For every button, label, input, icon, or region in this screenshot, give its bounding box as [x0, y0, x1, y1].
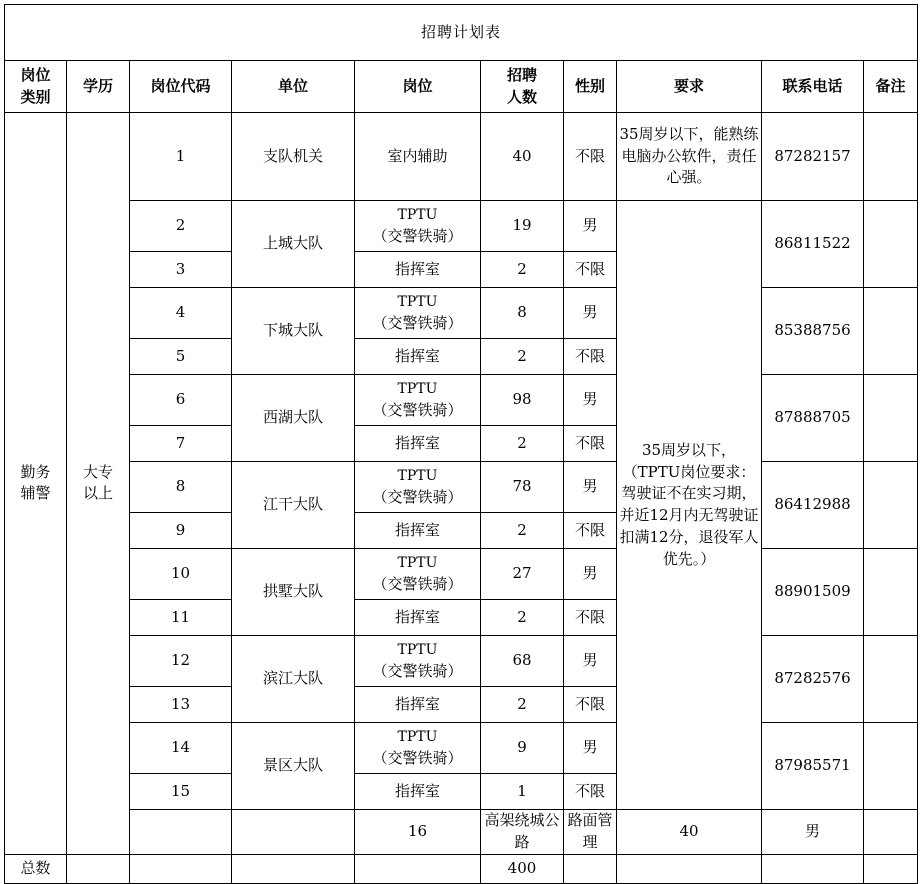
- category-cell-empty: [130, 810, 232, 855]
- post-line2: （交警铁骑）: [372, 401, 463, 419]
- phone-cell: 86811522: [762, 201, 864, 288]
- header-phone: 联系电话: [762, 61, 864, 113]
- post-line2: （交警铁骑）: [372, 662, 463, 680]
- total-row: [5, 854, 918, 883]
- code-cell: 8: [130, 462, 232, 513]
- table-row: [5, 375, 918, 426]
- empty-cell: [355, 854, 481, 883]
- unit-cell: 支队机关: [232, 113, 355, 201]
- gender-cell: 男: [564, 375, 617, 426]
- table-row: [5, 462, 918, 513]
- code-cell: 10: [130, 549, 232, 600]
- count-cell: 40: [617, 810, 762, 855]
- post-line1: TPTU: [397, 729, 438, 746]
- post-line2: （交警铁骑）: [372, 575, 463, 593]
- gender-cell: 不限: [564, 600, 617, 636]
- code-cell: 1: [130, 113, 232, 201]
- count-cell: 2: [481, 687, 564, 723]
- post-line2: （交警铁骑）: [372, 749, 463, 767]
- table-row: [5, 723, 918, 774]
- table-title: 招聘计划表: [5, 5, 918, 61]
- empty-cell: [130, 854, 232, 883]
- count-cell: 2: [481, 426, 564, 462]
- code-cell: 14: [130, 723, 232, 774]
- remarks-cell: [864, 636, 918, 723]
- total-value: 400: [481, 854, 564, 883]
- post-cell: 指挥室: [355, 252, 481, 288]
- post-line2: （交警铁骑）: [372, 488, 463, 506]
- code-cell: 16: [355, 810, 481, 855]
- remarks-cell: [864, 723, 918, 810]
- table-row: [5, 810, 918, 855]
- table-row: [5, 201, 918, 252]
- header-gender: 性别: [564, 61, 617, 113]
- header-post: 岗位: [355, 61, 481, 113]
- remarks-cell: [864, 288, 918, 375]
- count-cell: 27: [481, 549, 564, 600]
- education-cell-empty: [232, 810, 355, 855]
- header-category-text: 岗位类别: [20, 65, 51, 106]
- unit-cell: 西湖大队: [232, 375, 355, 462]
- header-requirements: 要求: [617, 61, 762, 113]
- empty-cell: [232, 854, 355, 883]
- post-cell: 室内辅助: [355, 113, 481, 201]
- header-code: 岗位代码: [130, 61, 232, 113]
- category-text: 勤务辅警: [20, 462, 51, 503]
- code-cell: 5: [130, 339, 232, 375]
- count-cell: 2: [481, 600, 564, 636]
- education-text: 大专以上: [82, 462, 113, 503]
- gender-cell: 男: [564, 549, 617, 600]
- phone-cell: 87888705: [762, 375, 864, 462]
- post-line2: （交警铁骑）: [372, 227, 463, 245]
- education-cell: [67, 113, 130, 855]
- unit-cell: 上城大队: [232, 201, 355, 288]
- post-cell: [355, 288, 481, 339]
- gender-cell: 男: [564, 723, 617, 774]
- gender-cell: 不限: [564, 774, 617, 810]
- header-education: 学历: [67, 61, 130, 113]
- post-line2: （交警铁骑）: [372, 314, 463, 332]
- phone-cell: 88901509: [762, 549, 864, 636]
- code-cell: 13: [130, 687, 232, 723]
- count-cell: 1: [481, 774, 564, 810]
- gender-cell: 不限: [564, 513, 617, 549]
- unit-cell: 拱墅大队: [232, 549, 355, 636]
- empty-cell: [67, 854, 130, 883]
- unit-cell: 景区大队: [232, 723, 355, 810]
- post-line1: TPTU: [397, 207, 438, 224]
- unit-cell: 江干大队: [232, 462, 355, 549]
- count-cell: 40: [481, 113, 564, 201]
- empty-cell: [564, 854, 617, 883]
- post-cell: [355, 375, 481, 426]
- gender-cell: 男: [564, 462, 617, 513]
- code-cell: 6: [130, 375, 232, 426]
- count-cell: 8: [481, 288, 564, 339]
- code-cell: 4: [130, 288, 232, 339]
- code-cell: 15: [130, 774, 232, 810]
- unit-cell: 高架绕城公路: [481, 810, 564, 855]
- code-cell: 12: [130, 636, 232, 687]
- header-count-text: 招聘人数: [506, 65, 537, 106]
- post-line1: TPTU: [397, 381, 438, 398]
- table-row: [5, 636, 918, 687]
- gender-cell: 男: [564, 288, 617, 339]
- post-cell: 路面管理: [564, 810, 617, 855]
- phone-cell: 87282576: [762, 636, 864, 723]
- header-unit: 单位: [232, 61, 355, 113]
- post-cell: [355, 636, 481, 687]
- count-cell: 2: [481, 252, 564, 288]
- count-cell: 2: [481, 513, 564, 549]
- table-row: [5, 288, 918, 339]
- post-line1: TPTU: [397, 555, 438, 572]
- remarks-cell: [864, 375, 918, 462]
- post-line1: TPTU: [397, 294, 438, 311]
- header-count: [481, 61, 564, 113]
- count-cell: 98: [481, 375, 564, 426]
- post-cell: 指挥室: [355, 600, 481, 636]
- gender-cell: 不限: [564, 339, 617, 375]
- phone-cell: 86412988: [762, 462, 864, 549]
- phone-cell: 87282157: [762, 113, 864, 201]
- gender-cell: 不限: [564, 687, 617, 723]
- requirements-cell-office: 35周岁以下，能熟练电脑办公软件，责任心强。: [617, 113, 762, 201]
- gender-cell: 不限: [564, 252, 617, 288]
- requirements-cell-traffic: 35周岁以下，（TPTU岗位要求：驾驶证不在实习期，并近12月内无驾驶证扣满12分，退役军人优先。）: [617, 201, 762, 810]
- remarks-cell: [864, 549, 918, 636]
- post-cell: 指挥室: [355, 513, 481, 549]
- recruitment-plan-table: [4, 4, 918, 884]
- post-line1: TPTU: [397, 642, 438, 659]
- table-row: [5, 113, 918, 201]
- remarks-cell: [864, 113, 918, 201]
- remarks-cell: [864, 462, 918, 549]
- gender-cell: 男: [762, 810, 864, 855]
- code-cell: 9: [130, 513, 232, 549]
- count-cell: 19: [481, 201, 564, 252]
- header-category: [5, 61, 67, 113]
- code-cell: 3: [130, 252, 232, 288]
- code-cell: 2: [130, 201, 232, 252]
- table-row: [5, 549, 918, 600]
- post-cell: [355, 462, 481, 513]
- remarks-cell: [864, 201, 918, 288]
- code-cell: 7: [130, 426, 232, 462]
- header-remarks: 备注: [864, 61, 918, 113]
- gender-cell: 男: [564, 636, 617, 687]
- unit-cell: 下城大队: [232, 288, 355, 375]
- post-cell: [355, 723, 481, 774]
- phone-cell: 85388756: [762, 288, 864, 375]
- requirements-cell-empty: [864, 810, 918, 855]
- post-cell: 指挥室: [355, 774, 481, 810]
- category-cell: [5, 113, 67, 855]
- code-cell: 11: [130, 600, 232, 636]
- unit-cell: 滨江大队: [232, 636, 355, 723]
- phone-cell: 87985571: [762, 723, 864, 810]
- empty-cell: [864, 854, 918, 883]
- count-cell: 78: [481, 462, 564, 513]
- count-cell: 9: [481, 723, 564, 774]
- gender-cell: 男: [564, 201, 617, 252]
- gender-cell: 不限: [564, 113, 617, 201]
- empty-cell: [617, 854, 762, 883]
- count-cell: 68: [481, 636, 564, 687]
- count-cell: 2: [481, 339, 564, 375]
- post-cell: [355, 201, 481, 252]
- empty-cell: [762, 854, 864, 883]
- post-cell: 指挥室: [355, 426, 481, 462]
- recruitment-plan-sheet: [4, 4, 917, 877]
- total-label: 总数: [5, 854, 67, 883]
- post-line1: TPTU: [397, 468, 438, 485]
- post-cell: 指挥室: [355, 339, 481, 375]
- gender-cell: 不限: [564, 426, 617, 462]
- post-cell: 指挥室: [355, 687, 481, 723]
- post-cell: [355, 549, 481, 600]
